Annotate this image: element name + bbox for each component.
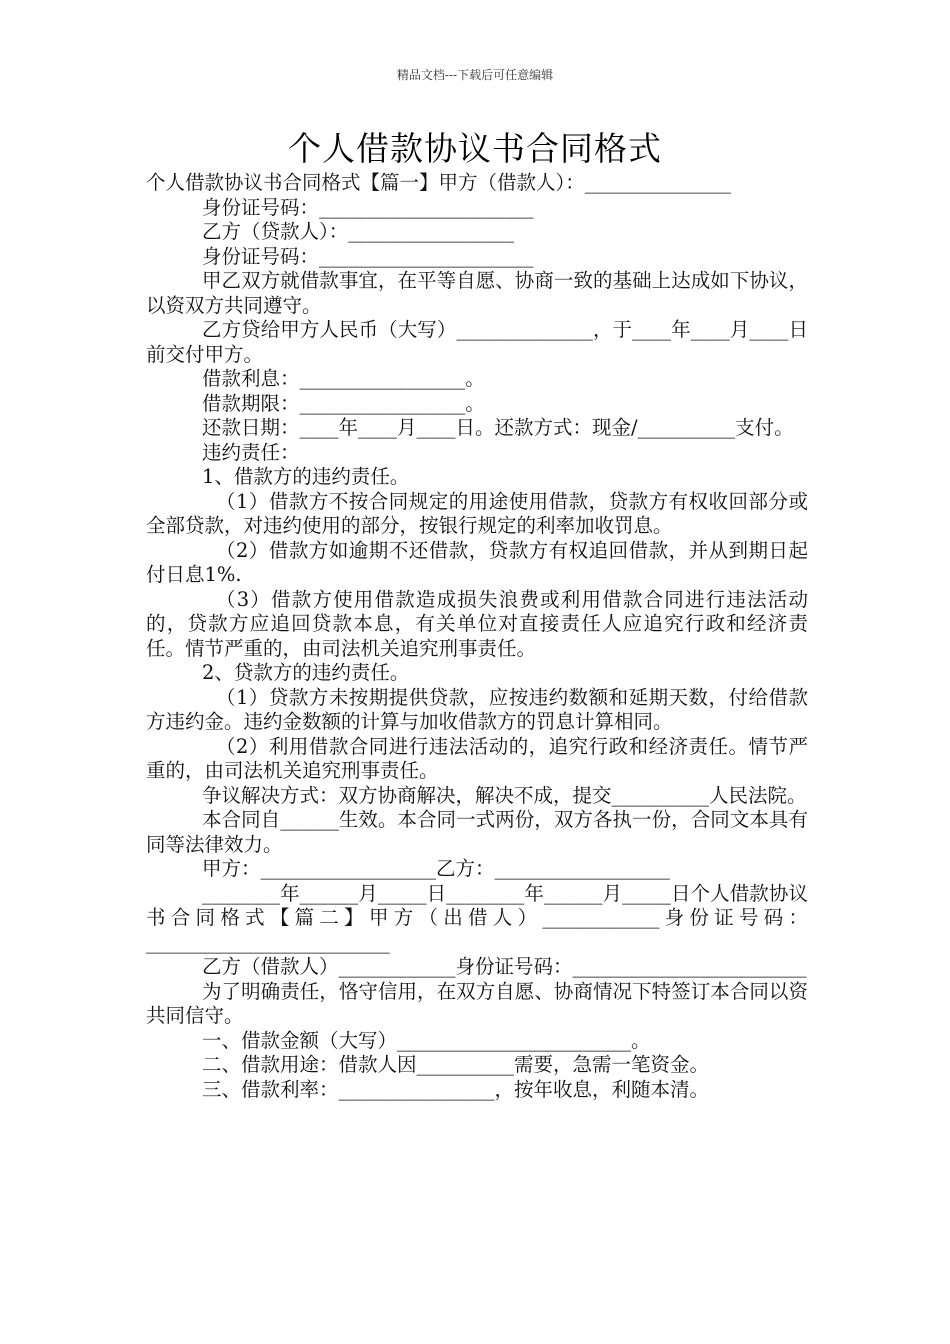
paragraph: 还款日期：____年____月____日。还款方式：现金/__________支付。	[202, 416, 794, 439]
paragraph: 乙方（借款人）____________身份证号码：________________________	[202, 955, 807, 978]
paragraph: 三、借款利率：________________，按年收息，利随本清。	[202, 1077, 710, 1101]
document-title: 个人借款协议书合同格式	[288, 129, 662, 168]
paragraph: （1）贷款方未按期提供贷款，应按违约数额和延期天数，付给借款方违约金。违约金数额的计算与加收借款方的罚息计算相同。	[146, 685, 808, 733]
paragraph: 个人借款协议书合同格式【篇一】甲方（借款人）：_______________	[146, 171, 732, 194]
page-header: 精品文档---下载后可任意编辑	[396, 68, 554, 82]
paragraph: （1）借款方不按合同规定的用途使用借款，贷款方有权收回部分或全部贷款，对违约使用的部分，按银行规定的利率加收罚息。	[146, 489, 808, 537]
paragraph: 一、借款金额（大写）________________________。	[202, 1028, 651, 1052]
paragraph: 身份证号码：______________________	[202, 195, 534, 219]
paragraph: 争议解决方式：双方协商解决，解决不成，提交__________人民法院。	[202, 783, 807, 807]
paragraph: （3）借款方使用借款造成损失浪费或利用借款合同进行违法活动的，贷款方应追回贷款本息，有关单位对直接责任人应追究行政和经济责任。情节严重的，由司法机关追究刑事责任。	[146, 587, 808, 660]
paragraph: 二、借款用途：借款人因__________需要，急需一笔资金。	[202, 1053, 710, 1076]
paragraph: 乙方（贷款人）：_________________	[202, 220, 515, 243]
paragraph: 借款期限：_________________。	[202, 391, 485, 415]
paragraph: 1、借款方的违约责任。	[202, 465, 410, 488]
paragraph: ________年______月_____日________年______月_____日个人借款协议书合同格式【篇二】甲方（出借人）____________身份证号码：_________________________	[146, 881, 808, 954]
document-body	[146, 171, 808, 1102]
paragraph: 甲方：__________________乙方：__________________	[202, 857, 671, 880]
paragraph: （2）借款方如逾期不还借款，贷款方有权追回借款，并从到期日起付日息1%.	[146, 538, 808, 586]
paragraph: 本合同自______生效。本合同一式两份，双方各执一份，合同文本具有同等法律效力。	[146, 808, 808, 856]
paragraph: 违约责任：	[202, 440, 300, 464]
paragraph: 为了明确责任，恪守信用，在双方自愿、协商情况下特签订本合同以资共同信守。	[146, 979, 808, 1027]
paragraph: 身份证号码：______________________	[202, 244, 534, 268]
paragraph: （2）利用借款合同进行违法活动的，追究行政和经济责任。情节严重的，由司法机关追究刑事责任。	[146, 734, 808, 782]
paragraph: 2、贷款方的违约责任。	[202, 661, 410, 684]
paragraph: 甲乙双方就借款事宜，在平等自愿、协商一致的基础上达成如下协议，以资双方共同遵守。	[146, 269, 808, 317]
paragraph: 借款利息：_________________。	[202, 367, 485, 390]
paragraph: 乙方贷给甲方人民币（大写）______________，于____年____月____日前交付甲方。	[146, 318, 808, 366]
